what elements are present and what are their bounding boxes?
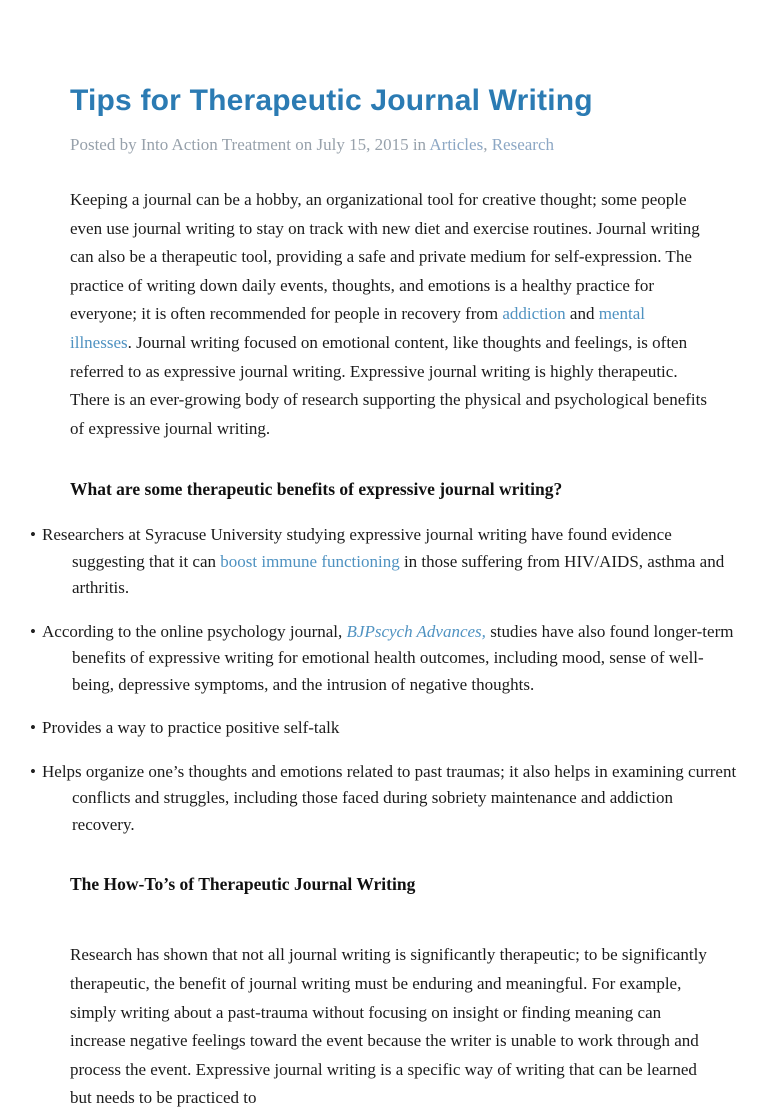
list-item — [0, 522, 738, 602]
blog-post-page — [0, 84, 768, 1108]
text-run: Helps organize one’s thoughts and emotions related to past traumas; it also helps in examining current conflicts and struggles, including those faced during sobriety maintenance and addiction recovery. — [42, 761, 737, 834]
inline-link[interactable]: mental illnesses — [70, 304, 645, 352]
inline-link[interactable]: Articles — [429, 135, 484, 154]
bullet-icon: • — [30, 761, 36, 781]
list-item-text — [42, 718, 339, 737]
list-item — [0, 619, 738, 699]
list-item-text — [42, 622, 733, 694]
list-item-text — [42, 762, 736, 834]
text-run: Research has shown that not all journal writing is significantly therapeutic; to be significantly therapeutic, the benefit of journal writing must be enduring and meaningful. For example, simply writing about a past-trauma without focusing on insight or finding meaning can increase negative feelings toward the event because the writer is unable to work through and process the event. Expressive journal writing is a specific way of writing that can be learned but needs to be practiced to — [70, 945, 707, 1108]
inline-link[interactable]: Research — [491, 135, 555, 154]
text-run: studies have also found longer-term benefits of expressive writing for emotional health outcomes, including mood, sense of well-being, depressive symptoms, and the intrusion of negative thoughts. — [72, 621, 734, 694]
intro-paragraph — [70, 186, 710, 443]
inline-link[interactable]: BJPscych Advances, — [346, 621, 486, 641]
text-run: Provides a way to practice positive self-talk — [42, 718, 340, 738]
text-run: Researchers at Syracuse University studying expressive journal writing have found evidence suggesting that it can — [42, 525, 672, 571]
text-run: Posted by Into Action Treatment on July 15, 2015 in — [70, 135, 430, 154]
text-run: , — [483, 135, 492, 154]
text-run: Keeping a journal can be a hobby, an organizational tool for creative thought; some people even use journal writing to stay on track with new diet and exercise routines. Journal writing can also be a therapeutic tool, providing a safe and private medium for self-expression. The practice of writing down daily events, thoughts, and emotions is a healthy practice for everyone; it is often recommended for people in recovery from — [70, 190, 700, 324]
benefits-list — [0, 522, 738, 838]
page-title: Tips for Therapeutic Journal Writing — [70, 84, 593, 117]
list-item-text — [42, 525, 724, 597]
byline — [70, 134, 712, 156]
list-item — [0, 759, 738, 839]
text-run: and — [565, 304, 599, 324]
howto-heading: The How-To’s of Therapeutic Journal Writing — [70, 874, 416, 895]
bullet-icon: • — [30, 621, 36, 641]
text-run: According to the online psychology journal, — [42, 621, 347, 641]
closing-paragraph — [70, 941, 710, 1113]
inline-link[interactable]: addiction — [502, 304, 566, 324]
bullet-icon: • — [30, 718, 36, 738]
text-run: . Journal writing focused on emotional content, like thoughts and feelings, is often referred to as expressive journal writing. Expressive journal writing is highly therapeutic. There is an ever-growing body of research supporting the physical and psychological benefits of expressive journal writing. — [70, 332, 707, 438]
text-run: in those suffering from HIV/AIDS, asthma and arthritis. — [72, 551, 725, 598]
benefits-heading: What are some therapeutic benefits of expressive journal writing? — [70, 479, 563, 500]
inline-link[interactable]: boost immune functioning — [220, 551, 400, 571]
list-item — [0, 715, 738, 742]
bullet-icon: • — [30, 525, 36, 545]
